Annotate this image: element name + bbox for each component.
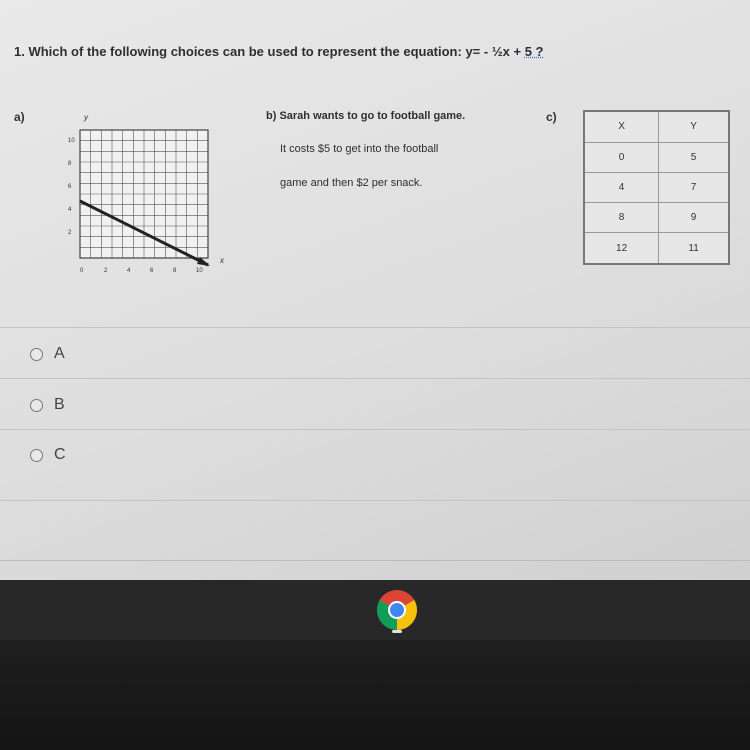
option-c-label: c) (546, 110, 557, 124)
choice-c[interactable] (30, 446, 66, 464)
divider (0, 378, 750, 379)
question-title (14, 44, 544, 59)
radio-b[interactable] (30, 399, 43, 412)
table-cell: 11 (659, 233, 729, 264)
divider (0, 560, 750, 561)
x-tick-label: 2 (104, 268, 108, 274)
x-tick-label: 8 (173, 268, 177, 274)
chrome-icon[interactable] (375, 588, 419, 632)
table-row (584, 203, 729, 233)
option-a-graph (60, 108, 240, 278)
table-cell: 4 (584, 172, 659, 202)
table-cell: 8 (584, 203, 659, 233)
y-tick-label: 4 (68, 207, 72, 213)
x-tick-label: 0 (80, 268, 84, 274)
table-row (584, 233, 729, 264)
table-row (584, 142, 729, 172)
radio-a[interactable] (30, 348, 43, 361)
table-row (584, 172, 729, 202)
table-header-row (584, 111, 729, 142)
table-header-x: X (584, 111, 659, 142)
table-cell: 7 (659, 172, 729, 202)
graph-x-axis-label: x (220, 256, 224, 265)
radio-c[interactable] (30, 449, 43, 462)
x-tick-label: 10 (196, 268, 203, 274)
graph-y-axis-label: y (84, 113, 88, 122)
option-b-line-3: game and then $2 per snack. (280, 177, 423, 189)
taskbar (0, 580, 750, 640)
option-c-table (583, 110, 730, 265)
choice-c-label: C (54, 446, 66, 463)
y-tick-label: 2 (68, 230, 72, 236)
divider (0, 429, 750, 430)
table-cell: 5 (659, 142, 729, 172)
divider (0, 327, 750, 328)
divider (0, 500, 750, 501)
option-b-line-1: b) Sarah wants to go to football game. (266, 110, 466, 122)
question-text: 1. Which of the following choices can be used to represent the equation: y= - ½x + (14, 44, 525, 59)
y-tick-label: 6 (68, 184, 72, 190)
table-cell: 0 (584, 142, 659, 172)
app-running-indicator (392, 630, 402, 633)
monitor-bezel (0, 640, 750, 750)
table-header-y: Y (659, 111, 729, 142)
x-tick-label: 6 (150, 268, 154, 274)
choice-b[interactable] (30, 396, 65, 414)
choice-b-label: B (54, 396, 65, 413)
choice-a-label: A (54, 345, 65, 362)
option-b-line-2: It costs $5 to get into the football (280, 143, 439, 155)
x-tick-label: 4 (127, 268, 131, 274)
option-a-label: a) (14, 110, 25, 124)
table-cell: 9 (659, 203, 729, 233)
table-cell: 12 (584, 233, 659, 264)
y-tick-label: 8 (68, 161, 72, 167)
question-underlined-text: 5 ? (524, 44, 544, 59)
y-tick-label: 10 (68, 138, 75, 144)
choice-a[interactable] (30, 345, 65, 363)
